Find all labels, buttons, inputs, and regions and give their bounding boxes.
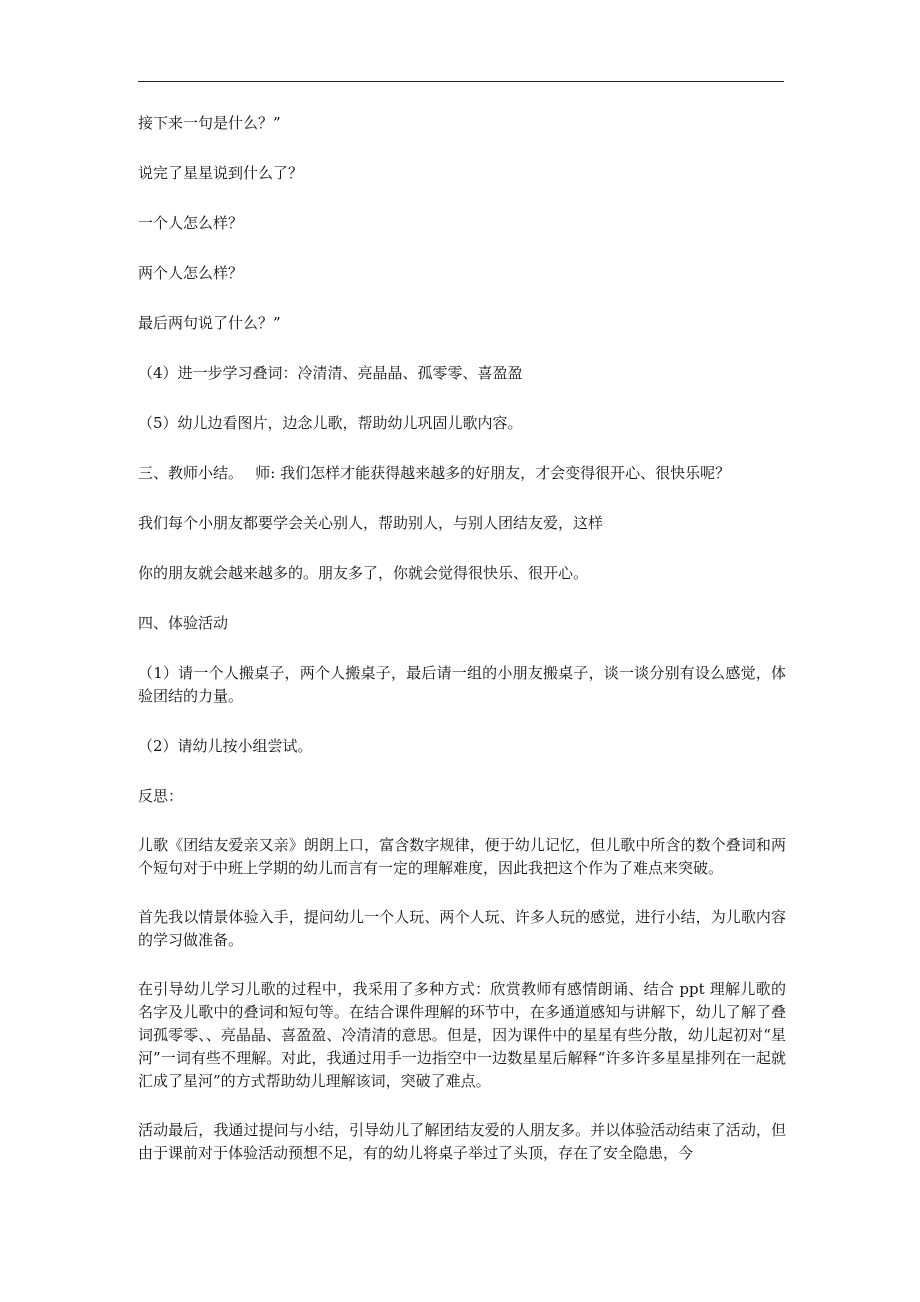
- text-line: 最后两句说了什么？”: [138, 314, 281, 332]
- text-line: 我们每个小朋友都要学会关心别人，帮助别人，与别人团结友爱，这样: [138, 514, 604, 532]
- document-body: [138, 112, 786, 1165]
- text-paragraph: 活动最后，我通过提问与小结，引导幼儿了解团结友爱的人朋友多。并以体验活动结束了活动，但由于课前对于体验活动预想不足，有的幼儿将桌子举过了头顶，存在了安全隐患，今: [138, 1121, 786, 1162]
- text-line: （2）请幼儿按小组尝试。: [138, 737, 313, 755]
- header-rule: [138, 81, 784, 82]
- text-line: （5）幼儿边看图片，边念儿歌，帮助幼儿巩固儿歌内容。: [138, 414, 523, 432]
- section-heading: 反思：: [138, 787, 184, 805]
- text-line: 你的朋友就会越来越多的。朋友多了，你就会觉得很快乐、很开心。: [138, 564, 589, 582]
- text-paragraph: 在引导幼儿学习儿歌的过程中，我采用了多种方式：欣赏教师有感情朗诵、结合 ppt 理解儿歌的名字及儿歌中的叠词和短句等。在结合课件理解的环节中，在多通道感知与讲解下，幼儿了解了叠词孤零零、、亮晶晶、喜盈盈、冷清清的意思。但是，因为课件中的星星有些分散，幼儿起初对“星河”一词有些不理解。对此，我通过用手一边指空中一边数星星后解释“许多许多星星排列在一起就汇成了星河”的方式帮助幼儿理解该词，突破了难点。: [138, 980, 786, 1090]
- text-line: （4）进一步学习叠词：冷清清、亮晶晶、孤零零、喜盈盈: [138, 364, 523, 382]
- text-line: 一个人怎么样？: [138, 214, 244, 232]
- text-line: 两个人怎么样？: [138, 264, 244, 282]
- text-line: 接下来一句是什么？”: [138, 114, 281, 132]
- text-paragraph: 儿歌《团结友爱亲又亲》朗朗上口，富含数字规律，便于幼儿记忆，但儿歌中所含的数个叠词和两个短句对于中班上学期的幼儿而言有一定的理解难度，因此我把这个作为了难点来突破。: [138, 836, 786, 877]
- text-paragraph: （1）请一个人搬桌子，两个人搬桌子，最后请一组的小朋友搬桌子，谈一谈分别有设么感觉，体验团结的力量。: [138, 664, 786, 705]
- text-paragraph: 首先我以情景体验入手，提问幼儿一个人玩、两个人玩、许多人玩的感觉，进行小结，为儿歌内容的学习做准备。: [138, 908, 786, 949]
- section-heading: 三、教师小结。 师: 我们怎样才能获得越来越多的好朋友，才会变得很开心、很快乐呢？: [138, 464, 731, 482]
- section-heading: 四、体验活动: [138, 614, 229, 632]
- text-line: 说完了星星说到什么了？: [138, 164, 304, 182]
